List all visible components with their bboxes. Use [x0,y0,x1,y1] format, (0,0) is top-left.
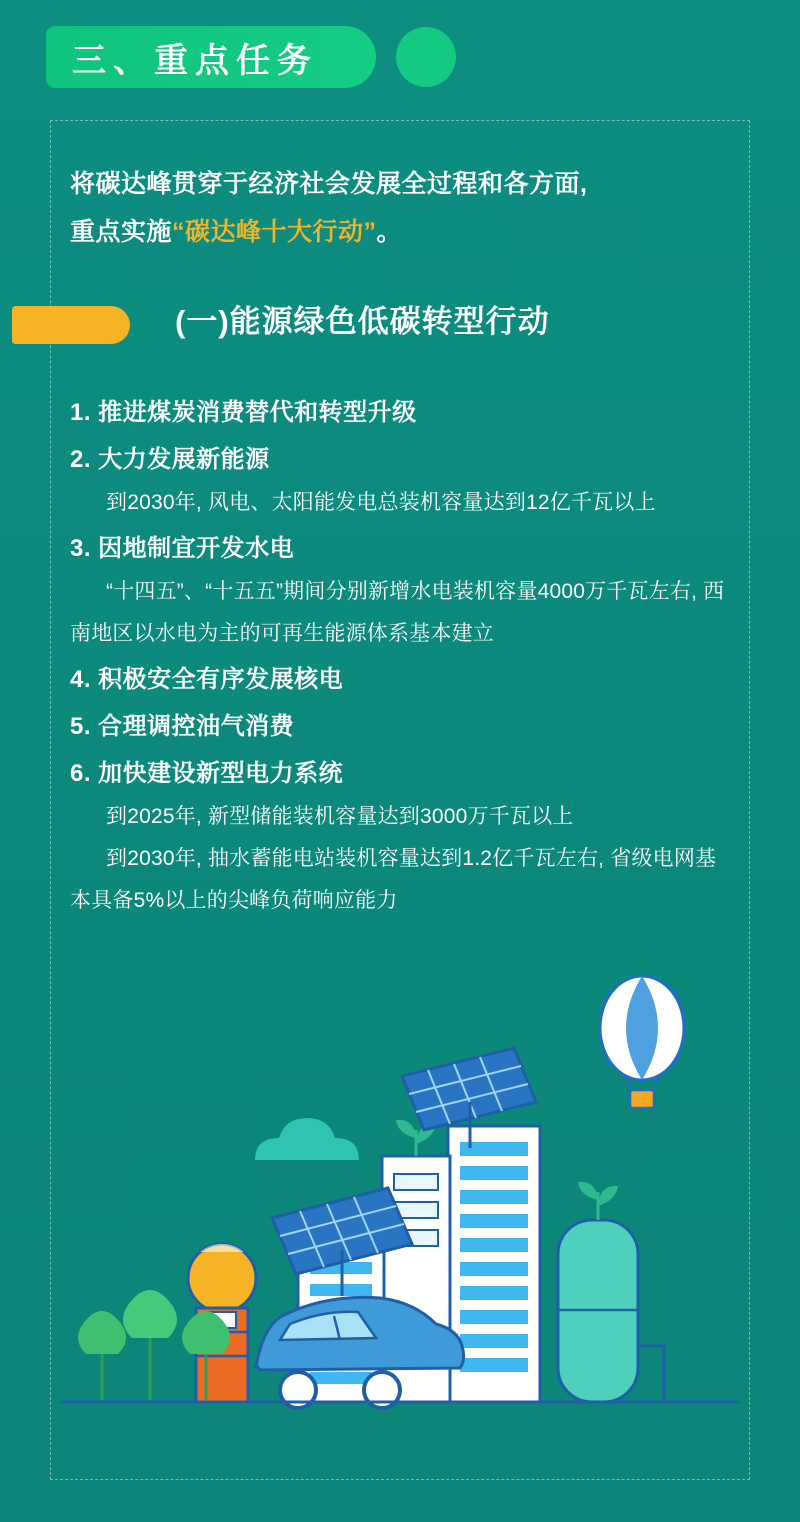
task-title: 4. 积极安全有序发展核电 [70,666,344,693]
task-note: “十四五”、“十五五”期间分别新增水电装机容量4000万千瓦左右, 西南地区以水电为主的可再生能源体系基本建立 [70,580,725,645]
header-pill [46,26,376,88]
storage-tank-icon [558,1182,664,1402]
footer-bar [0,1480,800,1522]
list-item [70,751,735,922]
section-title: (一)能源绿色低碳转型行动 [175,304,550,339]
task-title: 2. 大力发展新能源 [70,446,270,473]
task-note: 到2025年, 新型储能装机容量达到3000万千瓦以上 [106,805,574,828]
task-note: 到2030年, 风电、太阳能发电总装机容量达到12亿千瓦以上 [106,491,656,514]
tree-icon [78,1311,126,1400]
list-item [70,437,735,524]
task-list [70,390,735,924]
list-item [70,657,735,702]
section-heading [0,298,800,348]
task-title: 1. 推进煤炭消费替代和转型升级 [70,399,417,426]
hot-air-balloon-icon [600,976,684,1108]
circle-decoration-icon [396,27,456,87]
task-title: 5. 合理调控油气消费 [70,713,295,740]
task-note: 到2030年, 抽水蓄能电站装机容量达到1.2亿千瓦左右, 省级电网基本具备5%以上的尖峰负荷响应能力 [70,847,717,912]
sprout-icon [578,1182,618,1220]
list-item [70,704,735,749]
cloud-icon [255,1118,359,1160]
green-city-illustration [50,960,750,1460]
list-item [70,390,735,435]
section-accent-tab [12,306,130,344]
intro-highlight: “碳达峰十大行动” [172,218,377,246]
intro-paragraph [70,160,735,256]
task-title: 6. 加快建设新型电力系统 [70,760,344,787]
page-header [46,26,456,88]
intro-line-2-suffix: 。 [376,218,403,246]
tree-icon [123,1290,177,1400]
list-item [70,526,735,655]
page-title: 三、重点任务 [72,41,318,80]
task-title: 3. 因地制宜开发水电 [70,535,295,562]
intro-line-2-prefix: 重点实施 [70,218,173,246]
intro-line-1: 将碳达峰贯穿于经济社会发展全过程和各方面, [70,170,588,198]
